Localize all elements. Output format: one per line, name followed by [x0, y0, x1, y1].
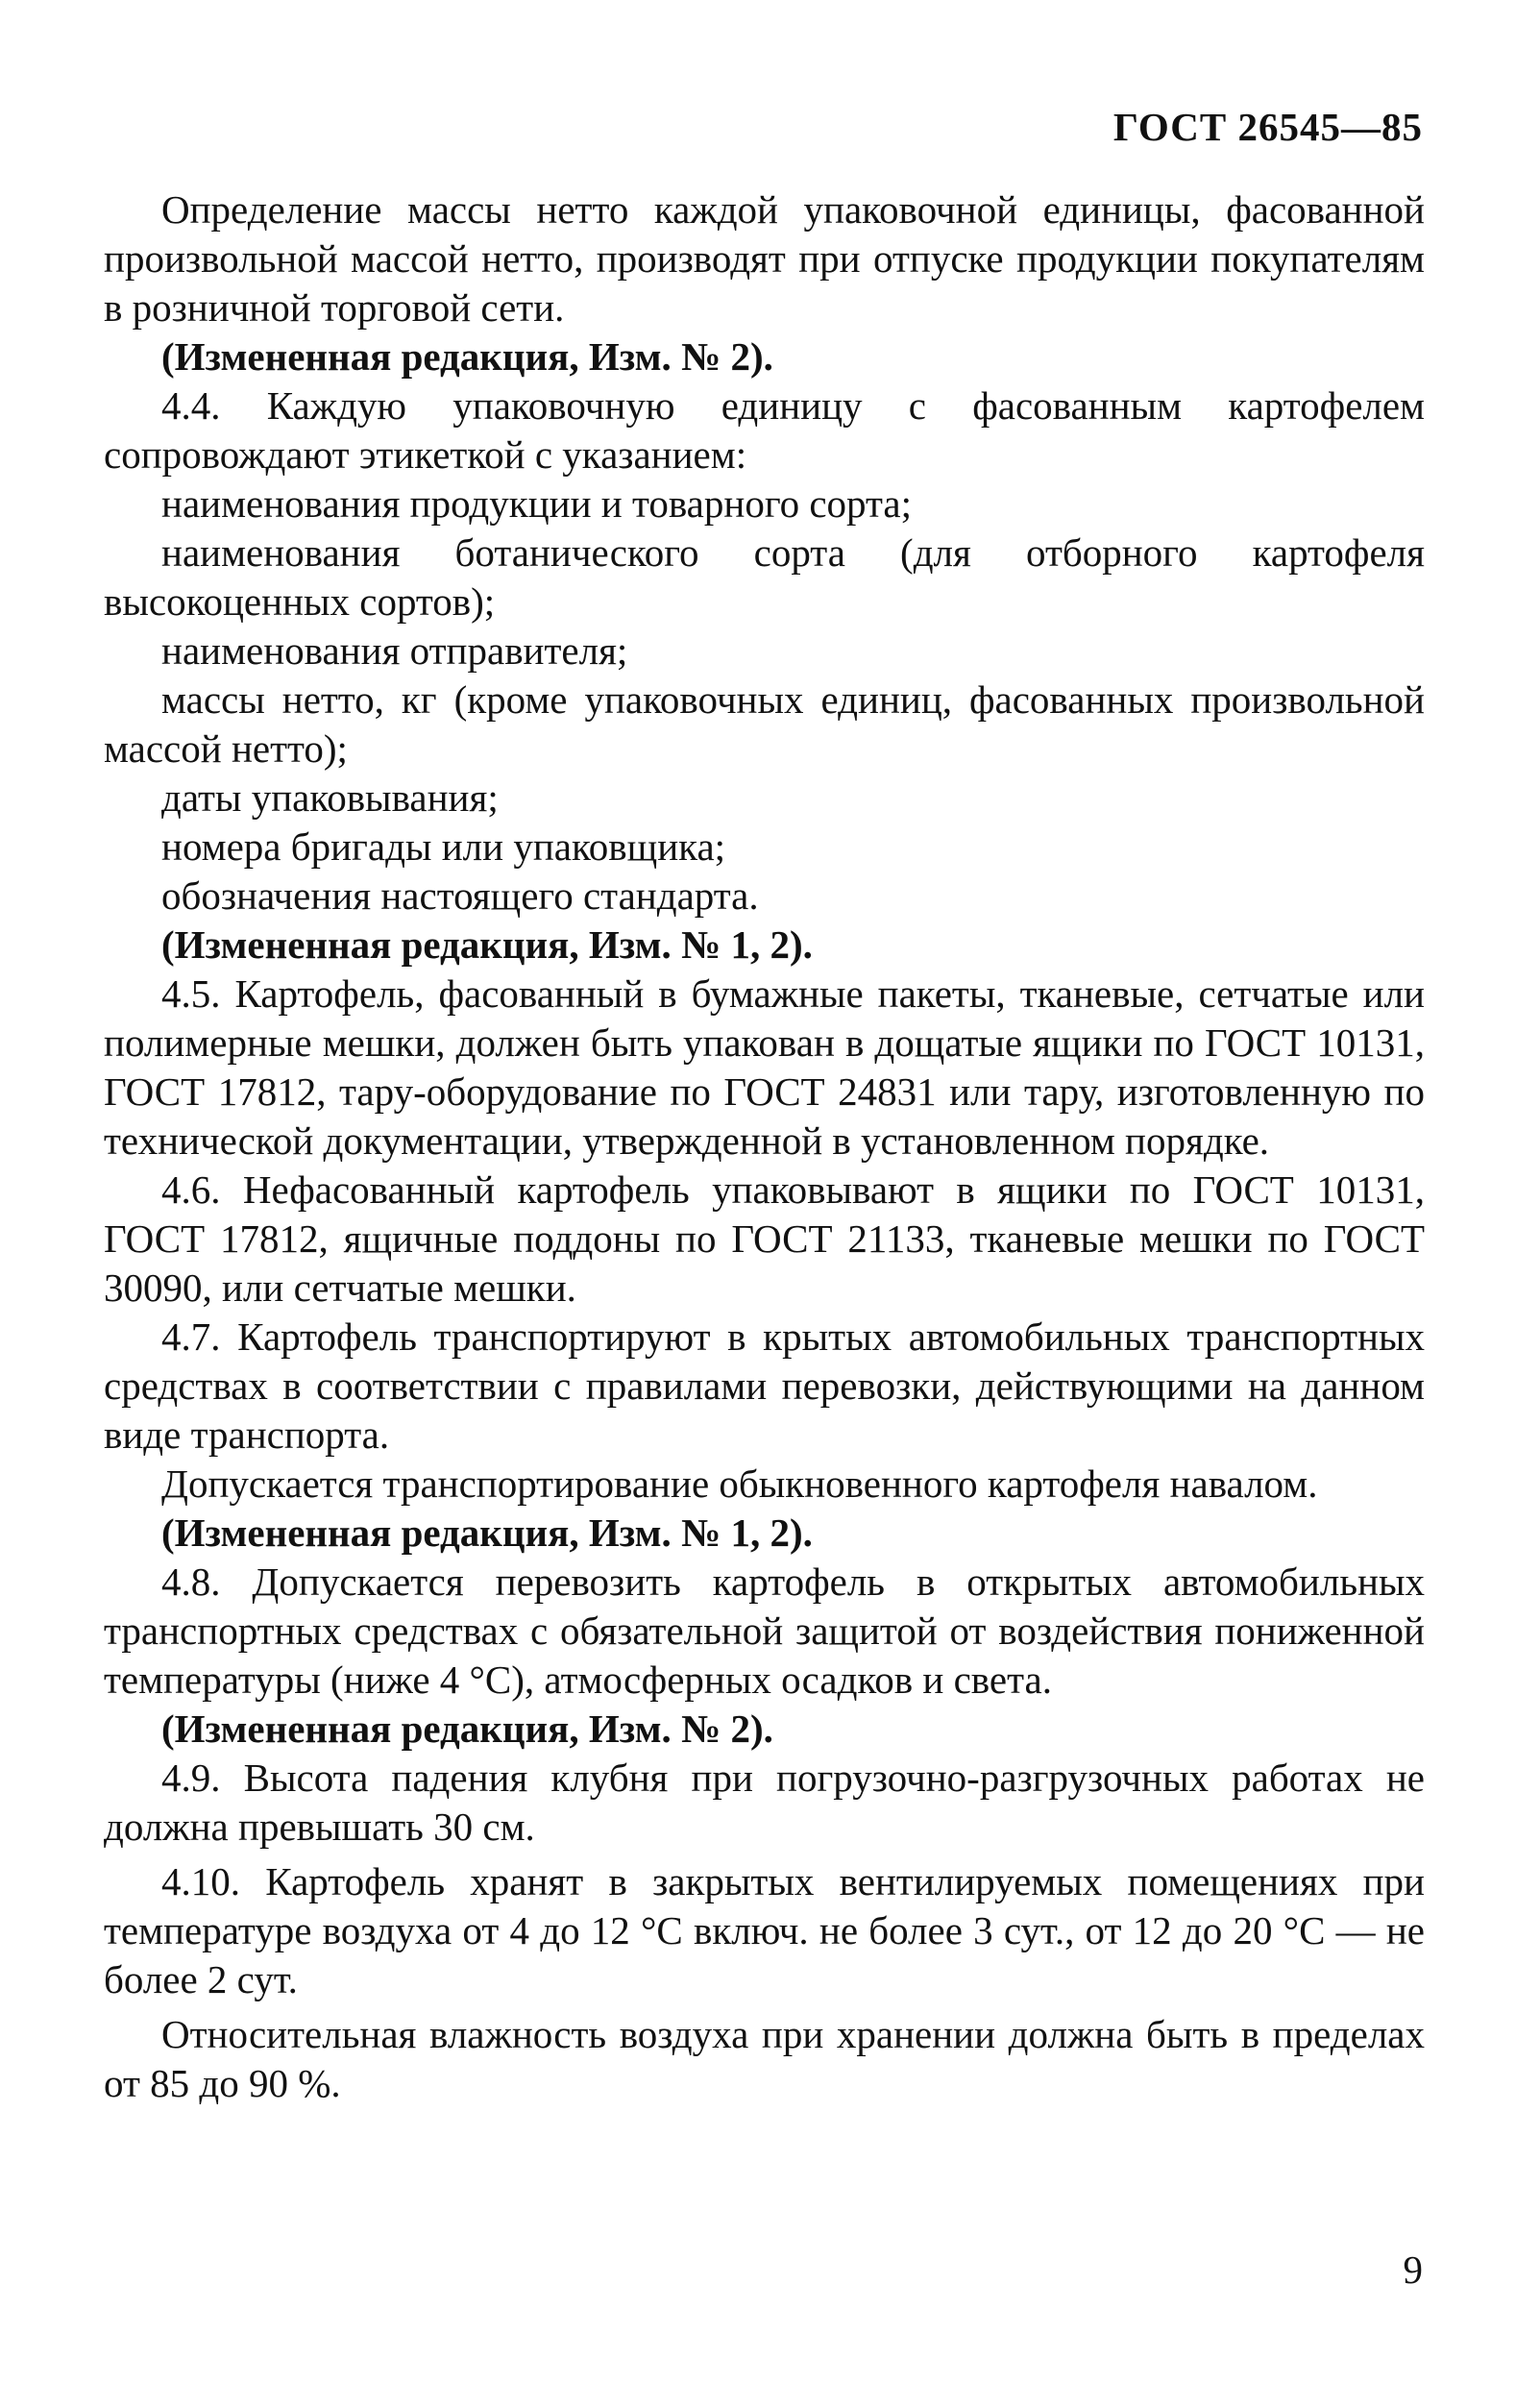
page-number: 9 — [1403, 2247, 1423, 2292]
label-item-team-number: номера бригады или упаковщика; — [161, 824, 726, 869]
clause-4-5: 4.5. Картофель, фасованный в бумажные пакеты, тканевые, сетчатые или полимерные мешки, должен быть упакован в дощатые ящики по ГОСТ 10131, ГОСТ 17812, тару-оборудование по ГОСТ 24831 или тару, изготовленную по технической документации, утвержденной в установленном порядке. — [104, 971, 1425, 1163]
amendment-note: (Измененная редакция, Изм. № 2). — [161, 1707, 773, 1751]
label-item-packing-date: даты упаковывания; — [161, 775, 499, 820]
amendment-note: (Измененная редакция, Изм. № 1, 2). — [161, 1510, 813, 1555]
clause-4-10: 4.10. Картофель хранят в закрытых вентилируемых помещениях при температуре воздуха от 4 до 12 °С включ. не более 3 сут., от 12 до 20 °С — не более 2 сут. — [104, 1859, 1425, 2001]
clause-4-4: 4.4. Каждую упаковочную единицу с фасованным картофелем сопровождают этикеткой с указанием: — [104, 383, 1425, 477]
label-item-botanical-variety: наименования ботанического сорта (для отборного картофеля высокоценных сортов); — [104, 530, 1425, 624]
paragraph-bulk-transport: Допускается транспортирование обыкновенного картофеля навалом. — [161, 1461, 1318, 1506]
label-item-sender: наименования отправителя; — [161, 628, 628, 673]
document-body — [104, 185, 1425, 2108]
clause-4-8: 4.8. Допускается перевозить картофель в открытых автомобильных транспортных средствах с обязательной защитой от воздействия пониженной температуры (ниже 4 °С), атмосферных осадков и света. — [104, 1559, 1425, 1702]
paragraph-relative-humidity: Относительная влажность воздуха при хранении должна быть в пределах от 85 до 90 %. — [104, 2012, 1425, 2105]
clause-4-6: 4.6. Нефасованный картофель упаковывают в ящики по ГОСТ 10131, ГОСТ 17812, ящичные поддоны по ГОСТ 21133, тканевые мешки по ГОСТ 30090, или сетчатые мешки. — [104, 1167, 1425, 1310]
clause-4-7: 4.7. Картофель транспортируют в крытых автомобильных транспортных средствах в соответствии с правилами перевозки, действующими на данном виде транспорта. — [104, 1314, 1425, 1457]
paragraph-net-mass-definition: Определение массы нетто каждой упаковочной единицы, фасованной произвольной массой нетто, производят при отпуске продукции покупателям в розничной торговой сети. — [104, 187, 1425, 330]
amendment-note: (Измененная редакция, Изм. № 1, 2). — [161, 922, 813, 967]
document-header: ГОСТ 26545—85 — [1112, 105, 1423, 149]
label-item-standard-designation: обозначения настоящего стандарта. — [161, 873, 759, 918]
label-item-product-name: наименования продукции и товарного сорта; — [161, 481, 913, 526]
label-item-net-mass: массы нетто, кг (кроме упаковочных единиц, фасованных произвольной массой нетто); — [104, 677, 1425, 771]
clause-4-9: 4.9. Высота падения клубня при погрузочно-разгрузочных работах не должна превышать 30 см. — [104, 1756, 1425, 1849]
amendment-note: (Измененная редакция, Изм. № 2). — [161, 334, 773, 379]
